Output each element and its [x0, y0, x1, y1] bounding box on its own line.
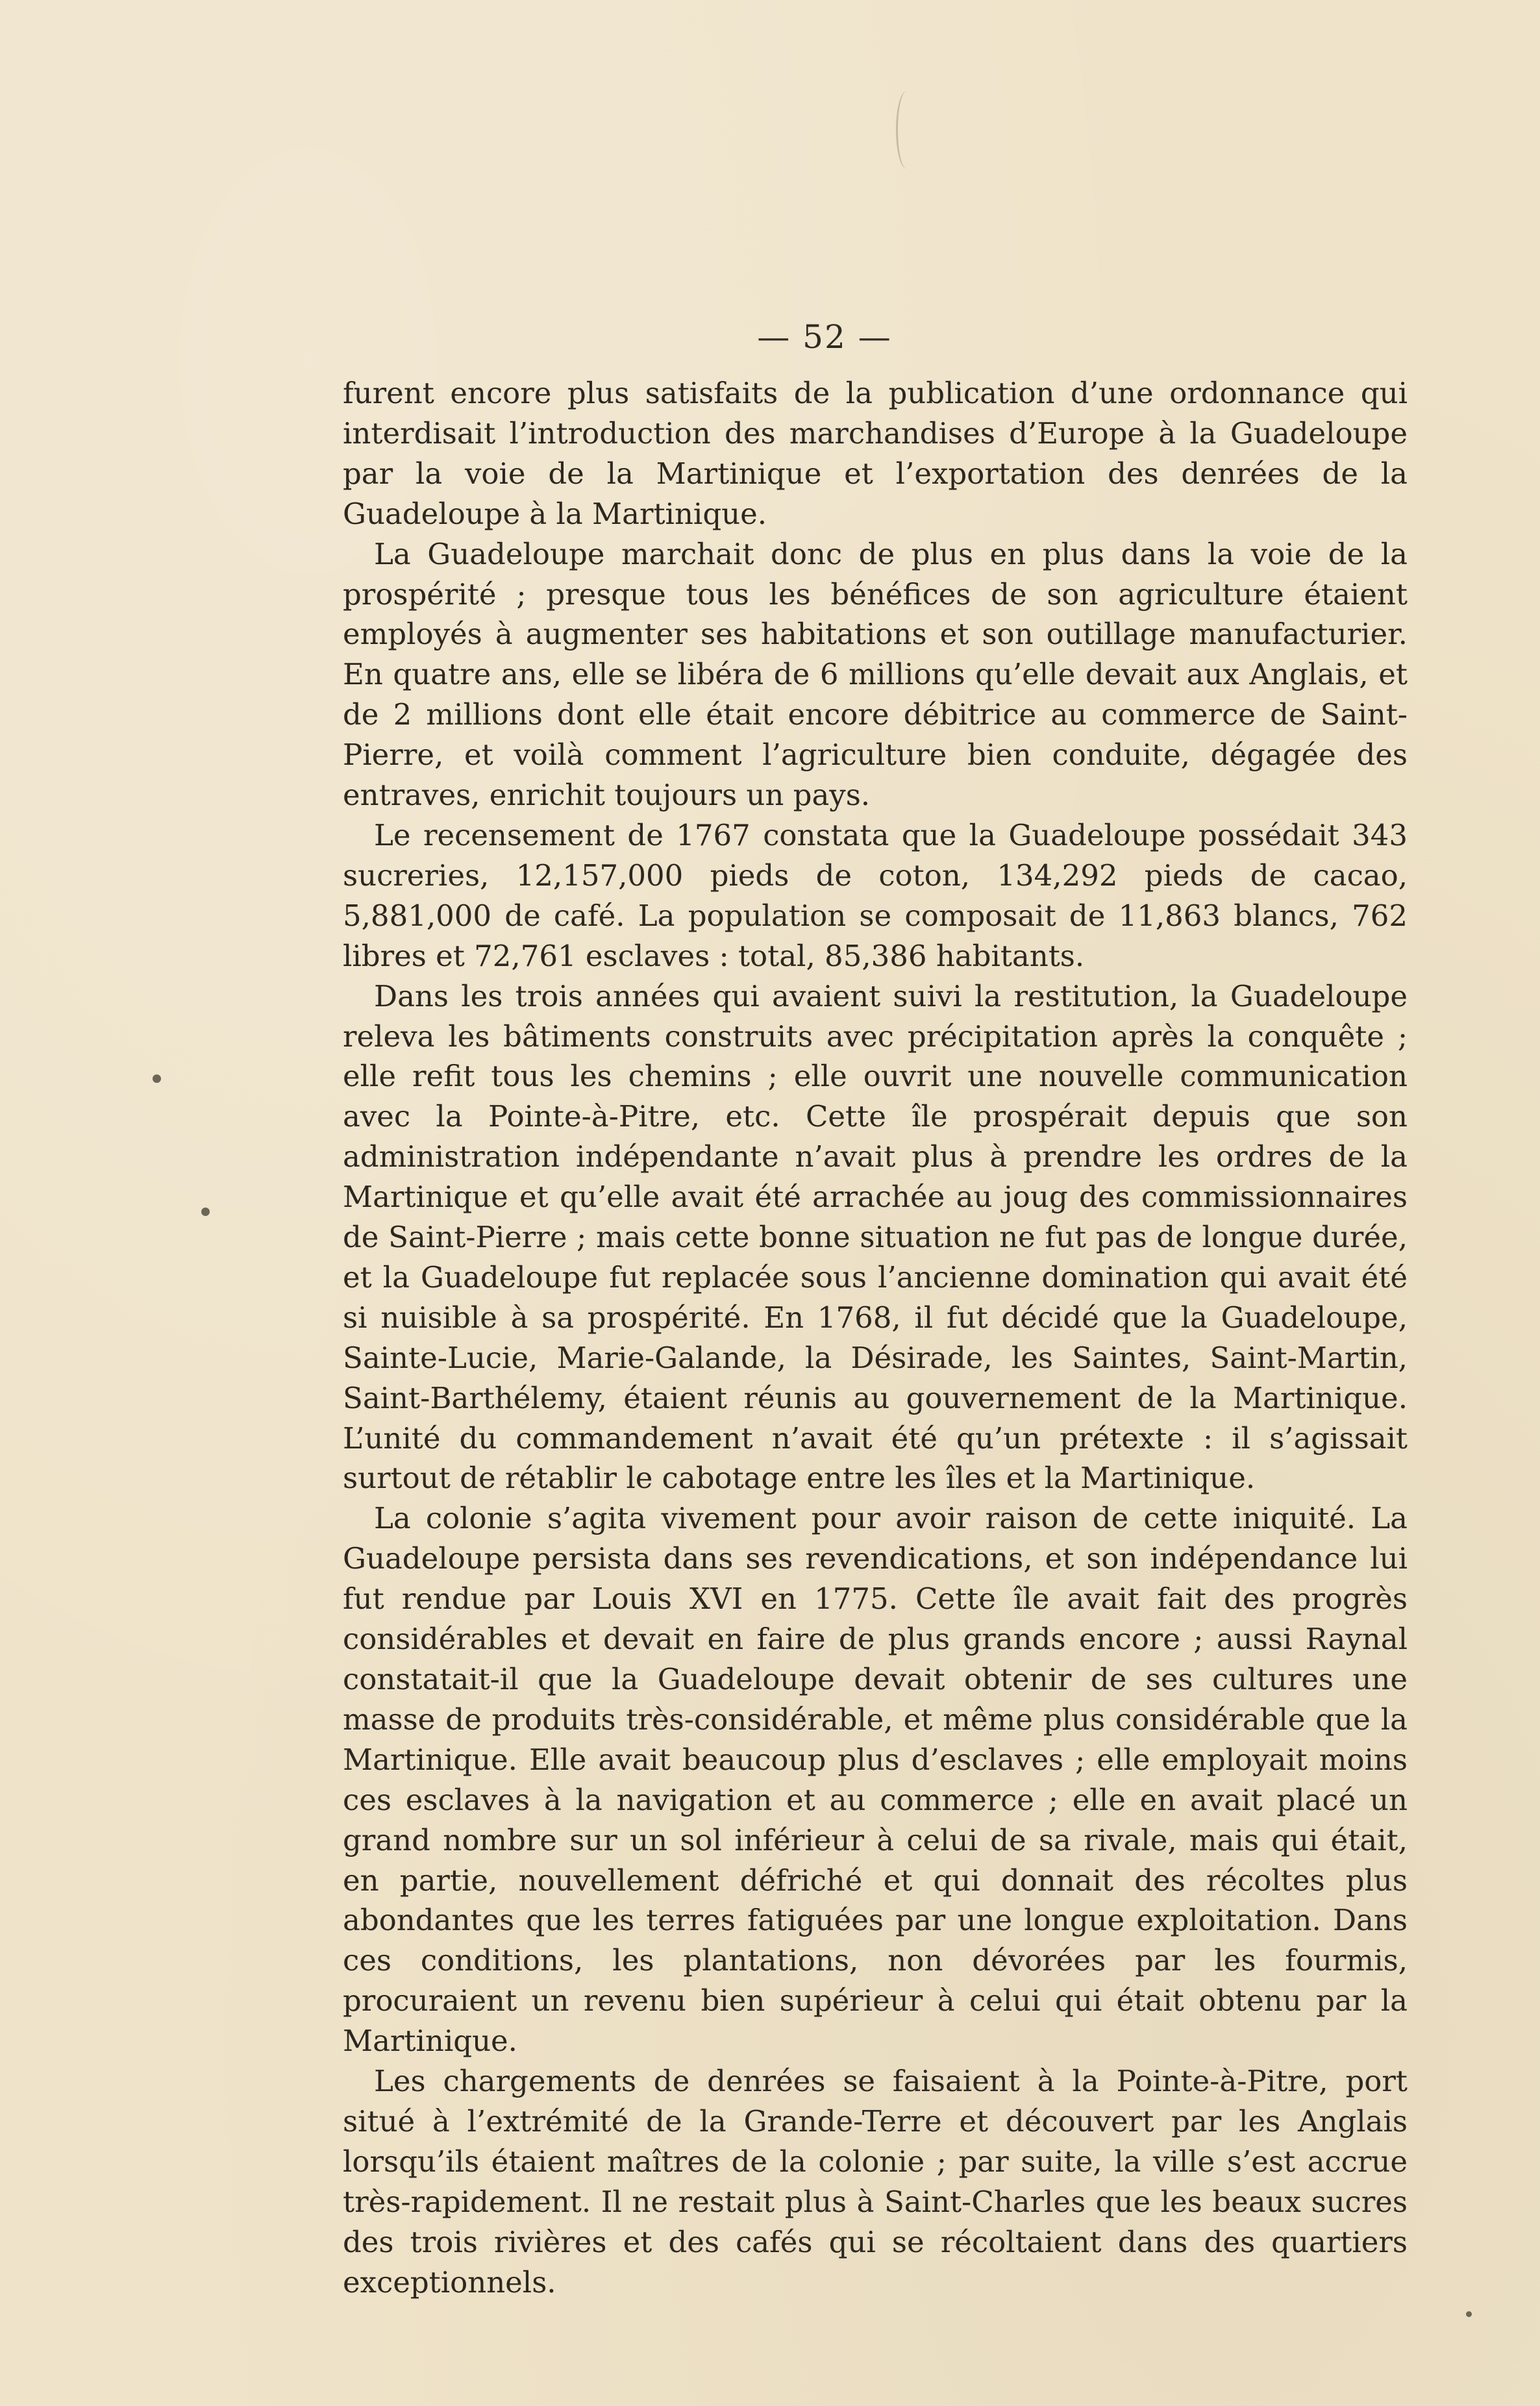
- paragraph-continuation: furent encore plus satisfaits de la publication d’une ordonnance qui interdisait l’introduction des marchandises d’Europe à la Guadeloupe par la voie de la Martinique et l’exportation des denrées de la Guadeloupe à la Martinique.: [343, 376, 1408, 531]
- body-text: [343, 373, 1408, 2303]
- ink-stain: [896, 91, 917, 169]
- margin-speck: [153, 1074, 161, 1083]
- paragraph-independence: La colonie s’agita vivement pour avoir raison de cette iniquité. La Guadeloupe persista dans ses revendications, et son indépendance lui fut rendue par Louis XVI en 1775. Cette île avait fait des progrès considérables et devait en faire de plus grands encore ; aussi Raynal constatait-il que la Guadeloupe devait obtenir de ses cultures une masse de produits très-considérable, et même plus considérable que la Martinique. Elle avait beaucoup plus d’esclaves ; elle employait moins ces esclaves à la navigation et au commerce ; elle en avait placé un grand nombre sur un sol inférieur à celui de sa rivale, mais qui était, en partie, nouvellement défriché et qui donnait des récoltes plus abondantes que les terres fatiguées par une longue exploitation. Dans ces conditions, les plantations, non dévorées par les fourmis, procuraient un revenu bien supérieur à celui qui était obtenu par la Martinique.: [343, 1501, 1408, 2059]
- paragraph-prosperity: La Guadeloupe marchait donc de plus en plus dans la voie de la prospérité ; presque tous les bénéfices de son agriculture étaient employés à augmenter ses habitations et son outillage manufacturier. En quatre ans, elle se libéra de 6 millions qu’elle devait aux Anglais, et de 2 millions dont elle était encore débitrice au commerce de Saint-Pierre, et voilà comment l’agriculture bien conduite, dégagée des entraves, enrichit toujours un pays.: [343, 536, 1408, 813]
- paragraph-shipments: Les chargements de denrées se faisaient à la Pointe-à-Pitre, port situé à l’extrémité de la Grande-Terre et découvert par les Anglais lorsqu’ils étaient maîtres de la colonie ; par suite, la ville s’est accrue très-rapidement. Il ne restait plus à Saint-Charles que les beaux sucres des trois rivières et des cafés qui se récoltaient dans des quartiers exceptionnels.: [343, 2064, 1408, 2300]
- paragraph-census-1767: Le recensement de 1767 constata que la Guadeloupe possédait 343 sucreries, 12,157,000 pieds de coton, 134,292 pieds de cacao, 5,881,000 de café. La population se composait de 11,863 blancs, 762 libres et 72,761 esclaves : total, 85,386 habitants.: [343, 817, 1408, 973]
- page-number: — 52 —: [757, 318, 892, 356]
- margin-speck: [1466, 2311, 1472, 2317]
- paragraph-restitution: Dans les trois années qui avaient suivi la restitution, la Guadeloupe releva les bâtiments construits avec précipitation après la conquête ; elle refit tous les chemins ; elle ouvrit une nouvelle communication avec la Pointe-à-Pitre, etc. Cette île prospérait depuis que son administration indépendante n’avait plus à prendre les ordres de la Martinique et qu’elle avait été arrachée au joug des commissionnaires de Saint-Pierre ; mais cette bonne situation ne fut pas de longue durée, et la Guadeloupe fut replacée sous l’ancienne domination qui avait été si nuisible à sa prospérité. En 1768, il fut décidé que la Guadeloupe, Sainte-Lucie, Marie-Galande, la Désirade, les Saintes, Saint-Martin, Saint-Barthélemy, étaient réunis au gouvernement de la Martinique. L’unité du commandement n’avait été qu’un prétexte : il s’agissait surtout de rétablir le cabotage entre les îles et la Martinique.: [343, 978, 1408, 1496]
- margin-speck: [201, 1208, 210, 1216]
